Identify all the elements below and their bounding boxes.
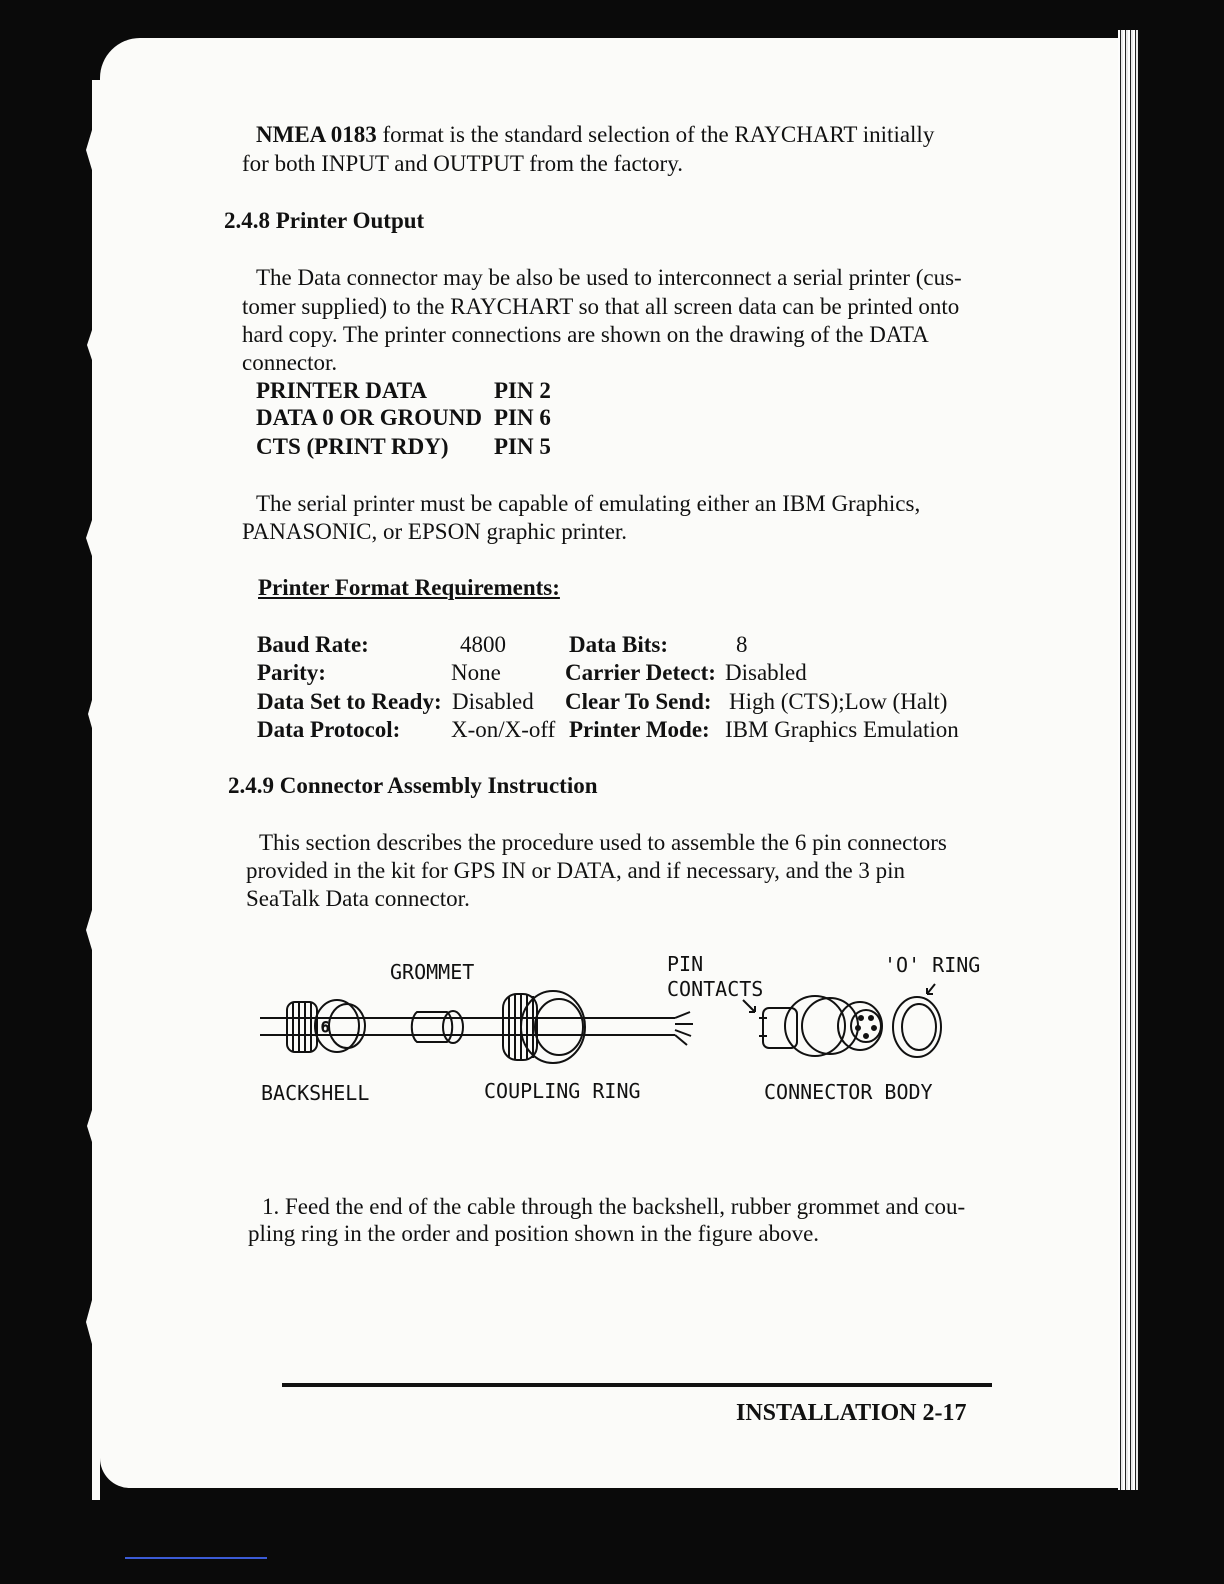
format-value: None: [451, 660, 501, 685]
printer-para-line: The Data connector may be also be used to interconnect a serial printer (cus-: [256, 265, 962, 290]
printer-para-line: connector.: [242, 350, 338, 375]
coupling-ring-part: [503, 991, 585, 1063]
printer-para-line: hard copy. The printer connections are shown on the drawing of the DATA: [242, 322, 929, 347]
assembly-para-line: This section describes the procedure used to assemble the 6 pin connectors: [259, 830, 947, 855]
step-1-line: 1. Feed the end of the cable through the backshell, rubber grommet and cou-: [262, 1194, 966, 1219]
emulation-line: The serial printer must be capable of emulating either an IBM Graphics,: [256, 491, 921, 516]
assembly-para-line: provided in the kit for GPS IN or DATA, and if necessary, and the 3 pin: [246, 858, 906, 883]
intro-line-2: for both INPUT and OUTPUT from the factory.: [242, 151, 683, 176]
label-grommet: GROMMET: [390, 960, 475, 984]
emulation-line: PANASONIC, or EPSON graphic printer.: [242, 519, 628, 544]
format-value: 8: [736, 632, 748, 657]
scan-artifact-line: [125, 1557, 267, 1559]
format-value: High (CTS);Low (Halt): [729, 689, 948, 714]
pin-signal: CTS (PRINT RDY): [256, 434, 449, 459]
format-value: X-on/X-off: [451, 717, 556, 742]
format-label: Data Protocol:: [257, 717, 401, 742]
footer-rule: [282, 1383, 992, 1387]
pin-number: PIN 6: [494, 405, 551, 430]
format-value: Disabled: [452, 689, 534, 714]
printer-para-line: tomer supplied) to the RAYCHART so that all screen data can be printed onto: [242, 294, 960, 319]
binding-shadow: [0, 0, 100, 1584]
pin-signal: DATA 0 OR GROUND: [256, 405, 482, 430]
label-pin: PIN: [667, 952, 704, 976]
section-heading-printer-output: 2.4.8 Printer Output: [224, 208, 425, 233]
page-edges: [1118, 30, 1138, 1490]
section-heading-assembly: 2.4.9 Connector Assembly Instruction: [228, 773, 598, 798]
format-label: Carrier Detect:: [565, 660, 716, 685]
connector-assembly-diagram: [255, 980, 955, 1080]
label-connector-body: CONNECTOR BODY: [764, 1080, 933, 1104]
format-label: Printer Mode:: [569, 717, 710, 742]
pin-signal: PRINTER DATA: [256, 378, 428, 403]
step-1-line: pling ring in the order and position shown in the figure above.: [248, 1221, 820, 1246]
label-coupling-ring: COUPLING RING: [484, 1079, 641, 1103]
label-contacts: CONTACTS: [667, 977, 764, 1001]
format-value: 4800: [460, 632, 506, 657]
intro-line-1: NMEA 0183 format is the standard selection of the RAYCHART initially: [256, 122, 935, 147]
connector-body-part: [759, 996, 882, 1056]
format-label: Data Bits:: [569, 632, 669, 657]
format-value: Disabled: [725, 660, 807, 685]
pin-number: PIN 5: [494, 434, 551, 459]
assembly-para-line: SeaTalk Data connector.: [246, 886, 470, 911]
format-label: Baud Rate:: [257, 632, 369, 657]
manual-page: [100, 38, 1118, 1488]
format-value: IBM Graphics Emulation: [725, 717, 959, 742]
pin-number: PIN 2: [494, 378, 551, 403]
svg-text:6: 6: [321, 1020, 330, 1036]
label-o-ring: 'O' RING: [884, 953, 981, 977]
backshell-part: [287, 1000, 365, 1052]
format-label: Clear To Send:: [565, 689, 712, 714]
footer-page-label: INSTALLATION 2-17: [736, 1400, 967, 1426]
format-heading: Printer Format Requirements:: [258, 575, 560, 600]
label-backshell: BACKSHELL: [261, 1081, 370, 1105]
grommet-part: [412, 1011, 463, 1043]
format-label: Data Set to Ready:: [257, 689, 442, 714]
o-ring-part: [893, 984, 941, 1057]
format-label: Parity:: [257, 660, 326, 685]
